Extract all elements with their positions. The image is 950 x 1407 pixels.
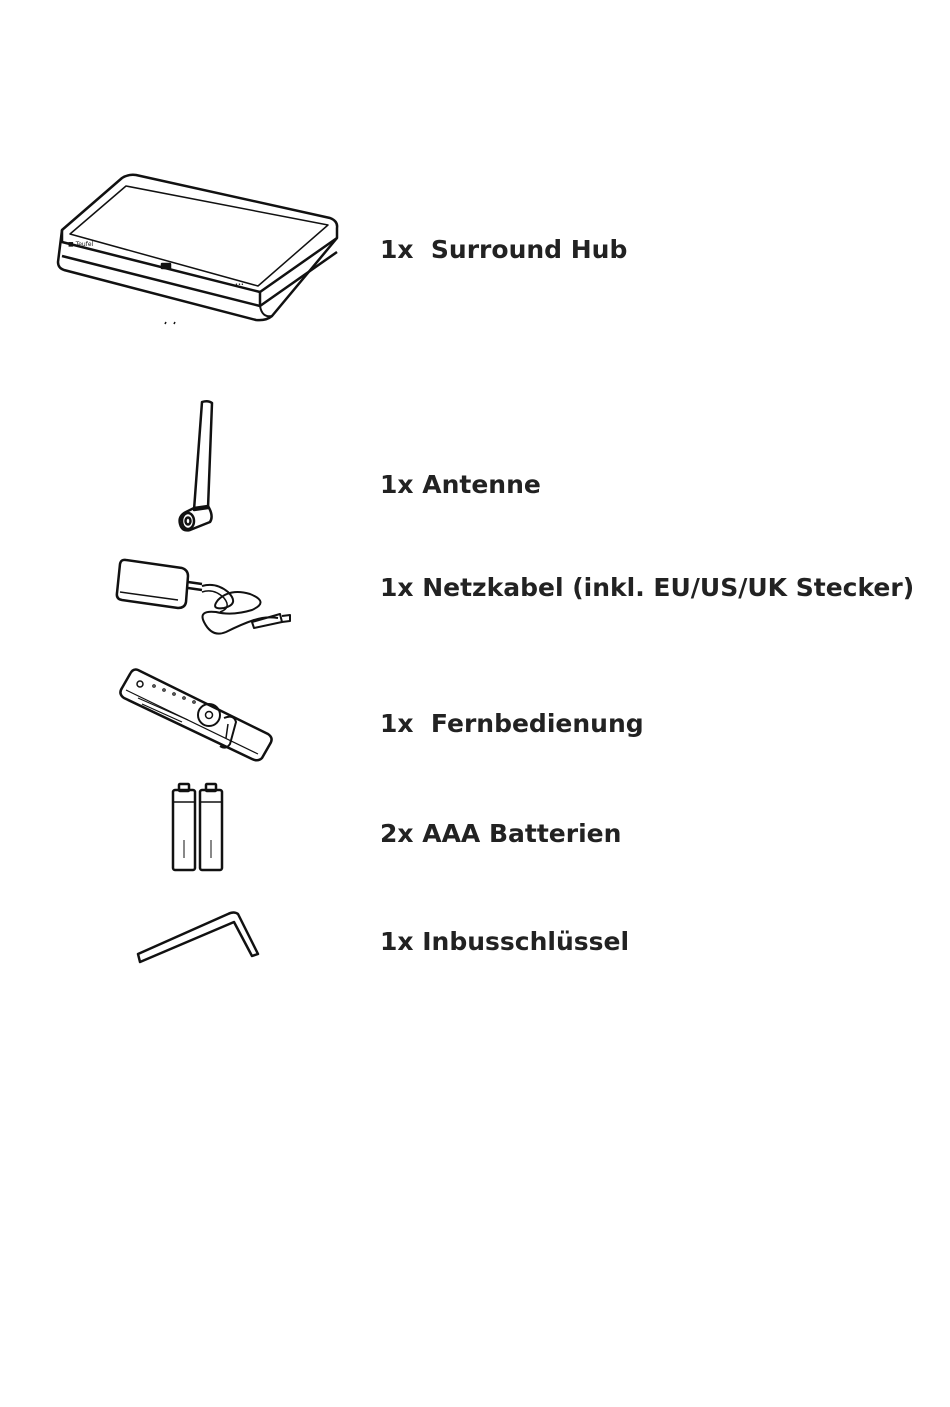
hex-key-icon [134, 906, 264, 966]
antenna-icon [172, 398, 222, 536]
surround-hub-icon [50, 168, 350, 328]
item-label-hex-key: 1x Inbusschlüssel [380, 927, 630, 956]
item-label-surround-hub: 1x Surround Hub [380, 235, 628, 264]
remote-control-icon [118, 664, 278, 764]
item-label-batteries: 2x AAA Batterien [380, 819, 622, 848]
item-label-antenna: 1x Antenne [380, 470, 541, 499]
power-adapter-icon [112, 552, 292, 652]
item-label-power-cable: 1x Netzkabel (inkl. EU/US/UK Stecker) [380, 573, 915, 602]
batteries-icon [168, 780, 228, 874]
item-label-remote: 1x Fernbedienung [380, 709, 644, 738]
svg-text:•••: ••• [235, 282, 244, 288]
svg-text:■ Teufel: ■ Teufel [68, 241, 94, 248]
